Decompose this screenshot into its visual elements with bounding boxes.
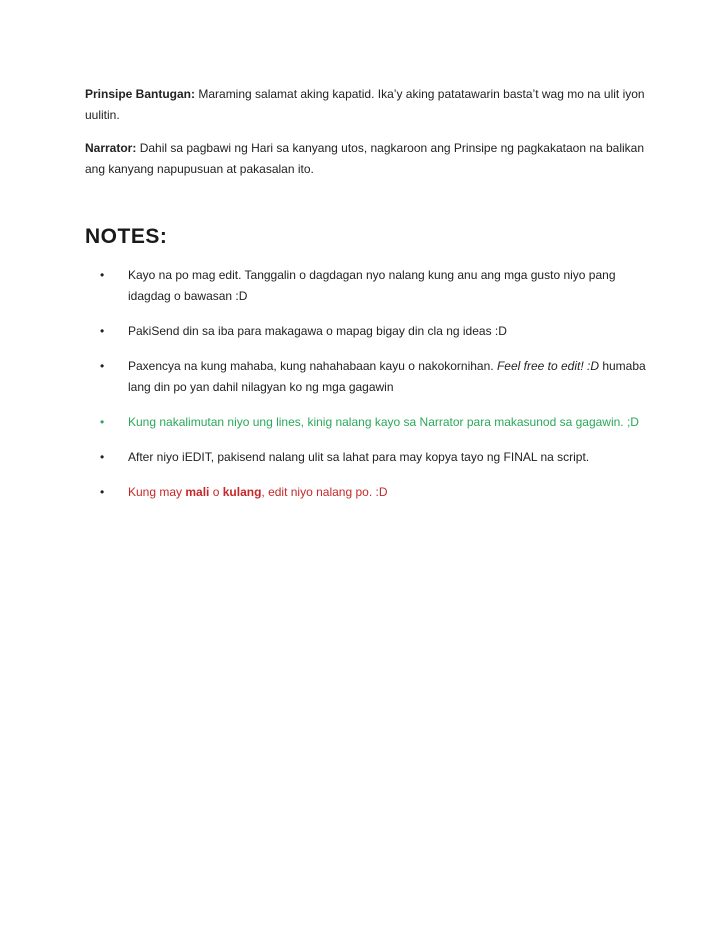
note-italic-text: Feel free to edit! :D xyxy=(496,359,599,373)
notes-heading: NOTES: xyxy=(85,225,168,248)
list-item xyxy=(85,321,655,342)
list-item xyxy=(85,265,655,307)
dialogue-text: Maraming salamat aking kapatid. Ika’y aking patatawarin basta’t wag mo na ulit iyon uulitin. xyxy=(85,87,645,122)
list-item xyxy=(85,356,655,398)
speaker-label: Prinsipe Bantugan: xyxy=(85,87,196,101)
note-text: PakiSend din sa iba para makagawa o mapag bigay din cla ng ideas :D xyxy=(128,324,507,338)
note-text: Kung nakalimutan niyo ung lines, kinig nalang kayo sa Narrator para makasunod sa gagawin. ;D xyxy=(128,415,639,429)
note-bold-kulang: kulang xyxy=(222,485,262,499)
dialogue-narrator xyxy=(85,138,655,180)
bullet-icon: • xyxy=(100,415,105,429)
note-text-connector: o xyxy=(209,485,223,499)
bullet-icon: • xyxy=(100,450,105,464)
list-item xyxy=(85,482,655,503)
note-text: Kayo na po mag edit. Tanggalin o dagdagan nyo nalang kung anu ang mga gusto niyo pang idagdag o bawasan :D xyxy=(128,268,616,303)
bullet-icon: • xyxy=(100,324,105,338)
notes-list xyxy=(85,265,655,517)
dialogue-text: Dahil sa pagbawi ng Hari sa kanyang utos, nagkaroon ang Prinsipe ng pagkakataon na balikan ang kanyang napupusuan at pakasalan ito. xyxy=(85,141,645,176)
bullet-icon: • xyxy=(100,268,105,282)
note-text-continued: humaba lang din po yan dahil nilagyan ko ng mga gagawin xyxy=(128,359,646,394)
list-item xyxy=(85,447,655,468)
note-text: Kung may xyxy=(128,485,186,499)
note-bold-mali: mali xyxy=(185,485,210,499)
note-text: After niyo iEDIT, pakisend nalang ulit sa lahat para may kopya tayo ng FINAL na script. xyxy=(128,450,590,464)
list-item xyxy=(85,412,655,433)
bullet-icon: • xyxy=(100,359,105,373)
dialogue-prinsipe-bantugan xyxy=(85,84,655,126)
note-text-end: , edit niyo nalang po. :D xyxy=(261,485,388,499)
note-text: Paxencya na kung mahaba, kung nahahabaan kayu o nakokornihan. xyxy=(128,359,497,373)
bullet-icon: • xyxy=(100,485,105,499)
speaker-label: Narrator: xyxy=(85,141,137,155)
